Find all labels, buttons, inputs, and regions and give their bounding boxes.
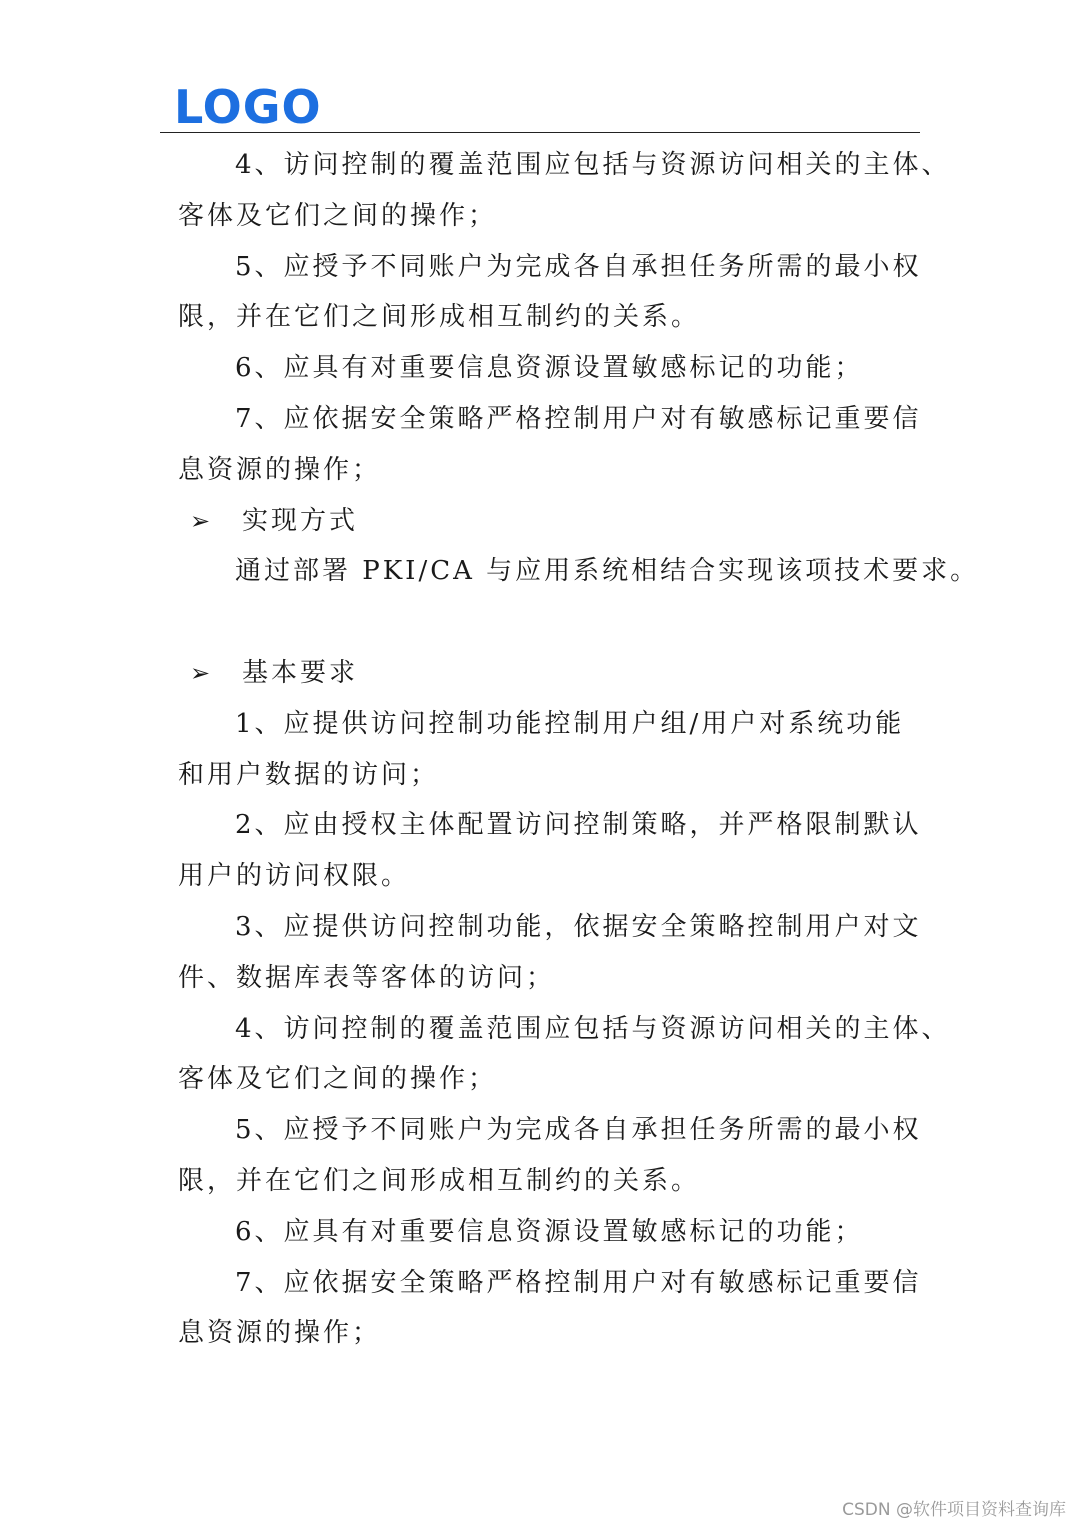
br-item-2-line-2: 用户的访问权限。 xyxy=(178,861,411,892)
br-item-3-line-2: 件、数据库表等客体的访问； xyxy=(178,962,556,993)
basic-requirements-heading: 基本要求 xyxy=(242,657,359,688)
br-item-2-line-1: 2、应由授权主体配置访问控制策略，并严格限制默认 xyxy=(235,810,922,841)
watermark: CSDN @软件项目资料查询库 xyxy=(842,1500,1066,1520)
br-item-7-line-2: 息资源的操作； xyxy=(178,1318,382,1349)
implementation-heading: 实现方式 xyxy=(242,505,359,536)
br-item-5-line-2: 限，并在它们之间形成相互制约的关系。 xyxy=(178,1165,701,1196)
br-item-4-line-2: 客体及它们之间的操作； xyxy=(178,1064,498,1095)
br-item-4-line-1: 4、访问控制的覆盖范围应包括与资源访问相关的主体、 xyxy=(235,1013,951,1044)
implementation-text: 通过部署 PKI/CA 与应用系统相结合实现该项技术要求。 xyxy=(235,556,980,587)
logo: LOGO xyxy=(174,80,322,134)
document-body xyxy=(178,140,980,1359)
s1-item-5-line-1: 5、应授予不同账户为完成各自承担任务所需的最小权 xyxy=(235,251,922,282)
br-item-1-line-1: 1、应提供访问控制功能控制用户组/用户对系统功能 xyxy=(235,708,905,739)
blank-line xyxy=(178,597,938,648)
arrow-bullet-icon: ➢ xyxy=(190,658,214,687)
s1-item-5-line-2: 限，并在它们之间形成相互制约的关系。 xyxy=(178,302,701,333)
s1-item-4-line-1: 4、访问控制的覆盖范围应包括与资源访问相关的主体、 xyxy=(235,150,951,180)
implementation-heading-row xyxy=(178,496,938,547)
br-item-7-line-1: 7、应依据安全策略严格控制用户对有敏感标记重要信 xyxy=(235,1267,922,1298)
basic-requirements-heading-row xyxy=(178,648,938,699)
s1-item-7-line-1: 7、应依据安全策略严格控制用户对有敏感标记重要信 xyxy=(235,403,922,434)
br-item-1-line-2: 和用户数据的访问； xyxy=(178,759,440,790)
arrow-bullet-icon: ➢ xyxy=(190,506,214,535)
s1-item-7-line-2: 息资源的操作； xyxy=(178,454,382,485)
br-item-5-line-1: 5、应授予不同账户为完成各自承担任务所需的最小权 xyxy=(235,1115,922,1146)
s1-item-6-line-1: 6、应具有对重要信息资源设置敏感标记的功能； xyxy=(235,353,864,384)
br-item-3-line-1: 3、应提供访问控制功能，依据安全策略控制用户对文 xyxy=(235,911,922,942)
s1-item-4-line-2: 客体及它们之间的操作； xyxy=(178,200,498,231)
header-divider xyxy=(160,132,920,133)
br-item-6-line-1: 6、应具有对重要信息资源设置敏感标记的功能； xyxy=(235,1216,864,1247)
